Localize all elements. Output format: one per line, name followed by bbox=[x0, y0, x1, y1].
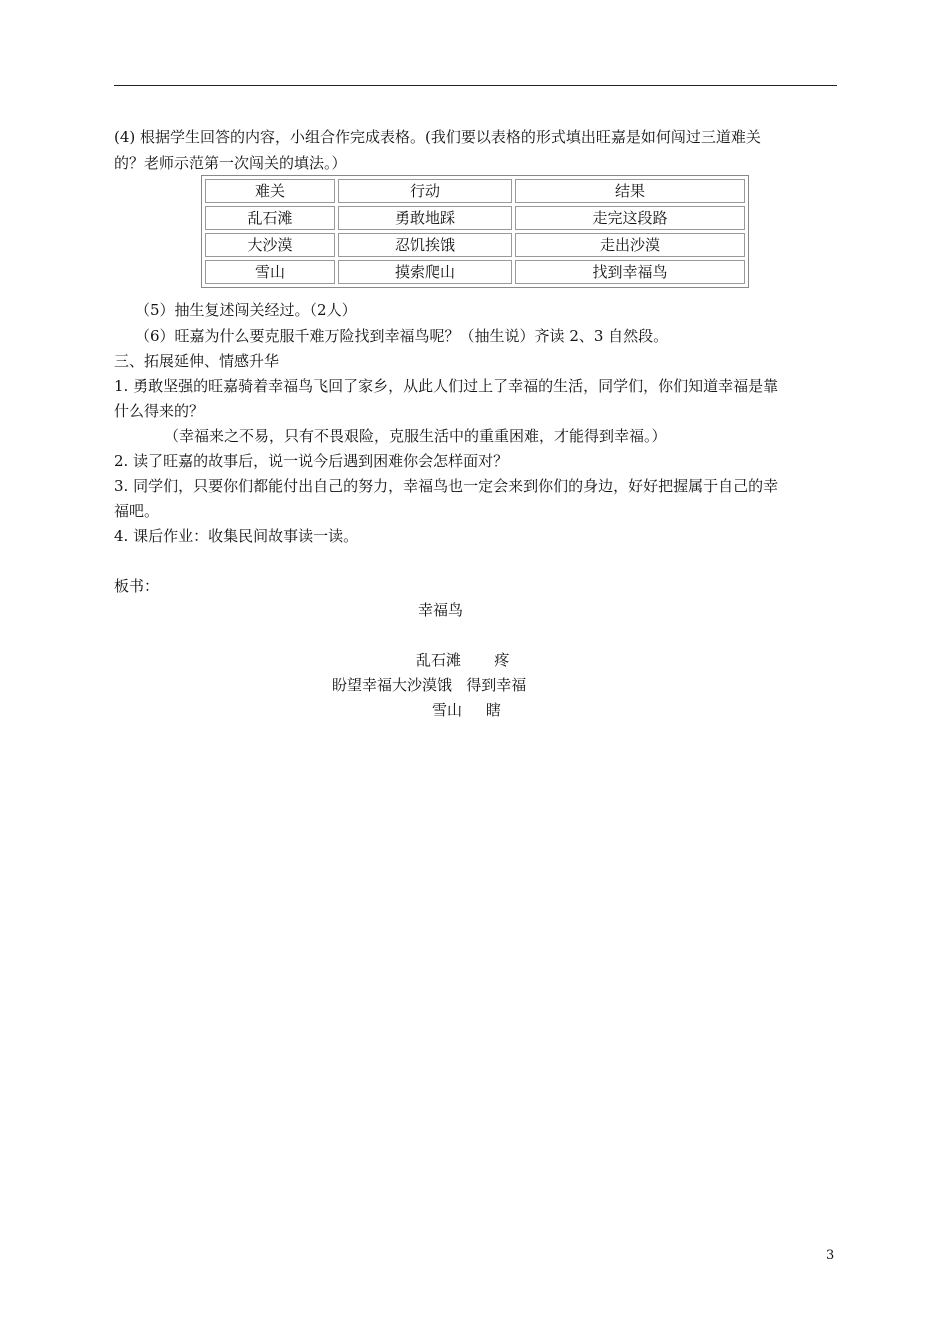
page-number: 3 bbox=[826, 1248, 835, 1263]
table-header-cell: 行动 bbox=[338, 179, 512, 203]
board-line2: 盼望幸福大沙漠饿 得到幸福 bbox=[332, 676, 527, 694]
table-cell: 走出沙漠 bbox=[515, 233, 745, 257]
board-label: 板书： bbox=[114, 577, 160, 595]
section3-title: 三、拓展延伸、情感升华 bbox=[114, 352, 280, 370]
step4-line1: (4) 根据学生回答的内容，小组合作完成表格。(我们要以表格的形式填出旺嘉是如何闯过三道难关 bbox=[114, 128, 761, 146]
table-header-cell: 难关 bbox=[205, 179, 335, 203]
item3-line1: 3. 同学们，只要你们都能付出自己的努力，幸福鸟也一定会来到你们的身边，好好把握属于自己的幸 bbox=[114, 477, 779, 495]
item3-line2: 福吧。 bbox=[114, 502, 160, 520]
table-cell: 忍饥挨饿 bbox=[338, 233, 512, 257]
step4-line2: 的？老师示范第一次闯关的填法。） bbox=[114, 154, 347, 172]
item1-answer: （幸福来之不易，只有不畏艰险，克服生活中的重重困难，才能得到幸福。） bbox=[164, 427, 667, 445]
item2: 2. 读了旺嘉的故事后，说一说今后遇到困难你会怎样面对？ bbox=[114, 452, 509, 470]
table-cell: 勇敢地踩 bbox=[338, 206, 512, 230]
board-title: 幸福鸟 bbox=[418, 601, 464, 619]
board-line3: 雪山 瞎 bbox=[432, 701, 501, 719]
table-header-row bbox=[205, 179, 745, 203]
header-rule bbox=[114, 85, 837, 86]
table-cell: 雪山 bbox=[205, 260, 335, 284]
item1-line1: 1. 勇敢坚强的旺嘉骑着幸福鸟飞回了家乡，从此人们过上了幸福的生活，同学们，你们知道幸福是靠 bbox=[114, 377, 779, 395]
step5: （5）抽生复述闯关经过。（2人） bbox=[135, 301, 357, 319]
table-cell: 找到幸福鸟 bbox=[515, 260, 745, 284]
item4: 4. 课后作业：收集民间故事读一读。 bbox=[114, 527, 359, 545]
step6: （6）旺嘉为什么要克服千难万险找到幸福鸟呢？（抽生说）齐读 2、3 自然段。 bbox=[135, 327, 669, 345]
table-row bbox=[205, 260, 745, 284]
obstacle-table bbox=[201, 175, 749, 288]
table-row bbox=[205, 206, 745, 230]
item1-line2: 什么得来的？ bbox=[114, 402, 205, 420]
table-header-cell: 结果 bbox=[515, 179, 745, 203]
table-cell: 大沙漠 bbox=[205, 233, 335, 257]
board-line1: 乱石滩 疼 bbox=[416, 651, 510, 669]
table-row bbox=[205, 233, 745, 257]
table-cell: 乱石滩 bbox=[205, 206, 335, 230]
table-cell: 走完这段路 bbox=[515, 206, 745, 230]
table-cell: 摸索爬山 bbox=[338, 260, 512, 284]
